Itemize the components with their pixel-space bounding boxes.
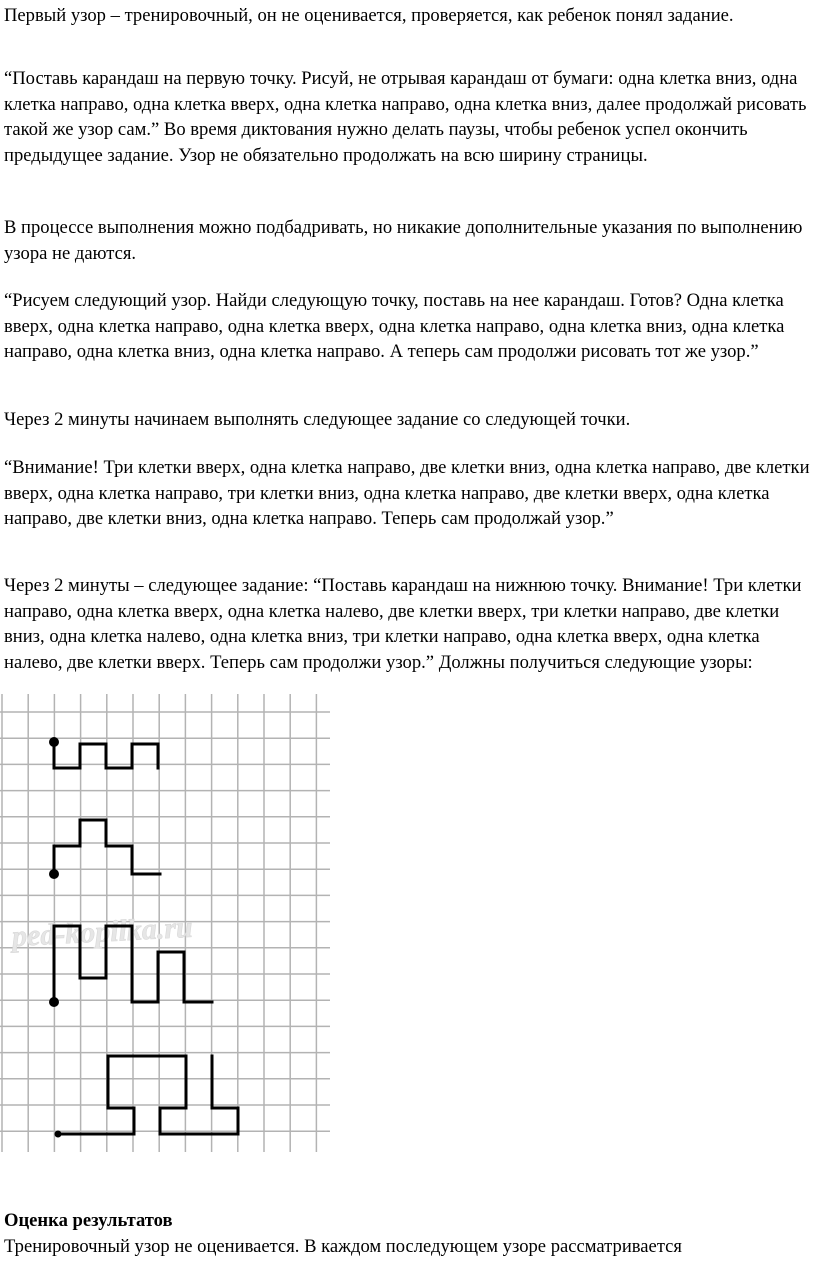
start-dot-1 [49, 737, 59, 747]
start-dot-2 [49, 869, 59, 879]
start-dot-3 [49, 997, 59, 1007]
paragraph-pause-note: Через 2 минуты начинаем выполнять следующее задание со следующей точки. [4, 409, 631, 430]
paragraph-results: Тренировочный узор не оценивается. В каждом последующем узоре рассматривается [4, 1236, 682, 1257]
pattern-grid-svg [0, 694, 340, 1159]
section-heading: Оценка результатов [4, 1210, 173, 1231]
watermark-text: ped-kopilka.ru [11, 910, 194, 954]
paragraph-second-dictation: “Рисуем следующий узор. Найди следующую точку, поставь на нее карандаш. Готов? Одна клетка вверх, одна клетка направо, одна клетка вверх, одна клетка направо, одна клетка вниз, одна клетка направо, одна клетка вниз, одна клетка направо. А теперь сам продолжи рисовать тот же узор.” [4, 290, 785, 363]
paragraph-first-dictation: “Поставь карандаш на первую точку. Рисуй, не отрывая карандаш от бумаги: одна клетка вниз, одна клетка направо, одна клетка вверх, одна клетка направо, одна клетка вниз, далее продолжай рисовать такой же узор сам.” Во время диктования нужно делать паузы, чтобы ребенок успел окончить предыдущее задание. Узор не обязательно продолжать на всю ширину страницы. [4, 68, 807, 166]
paragraph-encouragement: В процессе выполнения можно подбадривать, но никакие дополнительные указания по выполнению узора не даются. [4, 217, 803, 264]
paragraph-third-dictation: “Внимание! Три клетки вверх, одна клетка направо, две клетки вниз, одна клетка направо, две клетки вверх, одна клетка направо, три клетки вниз, одна клетка направо, две клетки вверх, одна клетка направо, две клетки вниз, одна клетка направо. Теперь сам продолжай узор.” [4, 457, 810, 530]
pattern-grid-figure [0, 694, 340, 1159]
paragraph-intro: Первый узор – тренировочный, он не оценивается, проверяется, как ребенок понял задание. [4, 5, 734, 26]
start-dot-4 [55, 1131, 62, 1138]
paragraph-fourth-dictation: Через 2 минуты – следующее задание: “Поставь карандаш на нижнюю точку. Внимание! Три клетки направо, одна клетка вверх, одна клетка налево, две клетки вверх, три клетки направо, две клетки вниз, одна клетка налево, одна клетка вниз, три клетки направо, одна клетка вверх, одна клетка налево, две клетки вверх. Теперь сам продолжи узор.” Должны получиться следующие узоры: [4, 575, 802, 673]
